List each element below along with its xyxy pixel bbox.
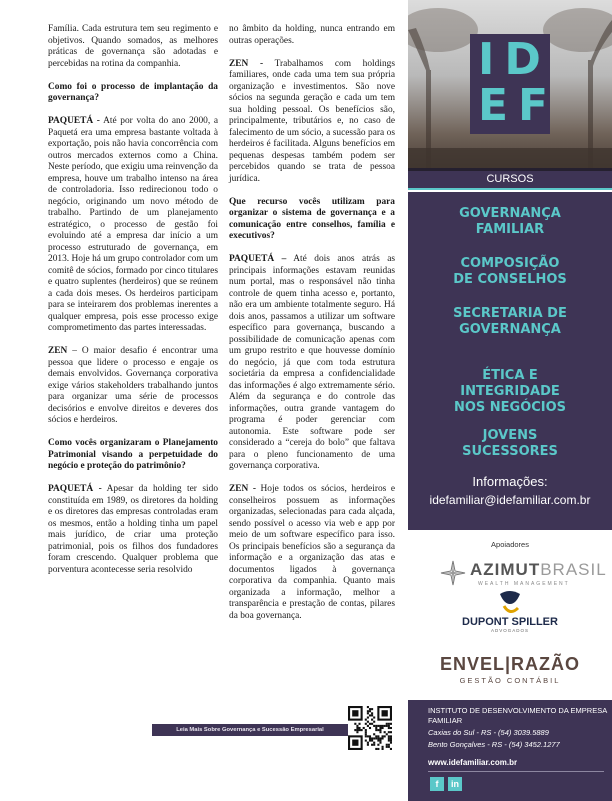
website-link[interactable]: www.idefamiliar.com.br: [428, 758, 518, 767]
linkedin-icon[interactable]: in: [448, 777, 462, 791]
course-item[interactable]: SECRETARIA DE GOVERNANÇA: [453, 306, 567, 337]
azimut-name: AZIMUTBRASIL: [470, 560, 607, 579]
answer-text: – O maior desafio é encontrar uma pessoa que lidere o processo e engaje os demais envolvidos. Governança corporativa exige vários stakeholders trabalhando juntos para organizar uma série de processos decisórios e envolve direitos e deveres dos sócios e herdeiros.: [48, 346, 218, 425]
facebook-icon[interactable]: f: [430, 777, 444, 791]
dupont-spiller-logo: [422, 590, 598, 640]
interview-question: Como foi o processo de implantação da governança?: [48, 81, 218, 103]
answer-text: Até dois anos atrás as principais informações estavam reunidas num portal, mas o responsável não tinha controle de quem tinha acesso e, portanto, não era um ambiente totalmente seguro. Há dois anos, passamos a utilizar um software específico para governança, buscando a possibilidade de comunicação apenas com um grupo restrito e que houvesse domínio do negócio, já que com toda estrutura societária da empresa a confidencialidade das informações é algo extremamente sério. Além da segurança e do controle das informações, outra grande vantagem do programa é poder gerenciar com autonomia. Este software pode ser considerado a “cereja do bolo” que faltava para o pleno funcionamento de uma governança corporativa.: [229, 254, 396, 471]
read-more-banner[interactable]: Leia Mais Sobre Governança e Sucessão Empresarial: [152, 724, 348, 736]
speaker-name: ZEN: [48, 346, 68, 356]
cursos-heading: CURSOS: [408, 168, 612, 190]
address-bento: Bento Gonçalves - RS - (54) 3452.1277: [428, 740, 560, 749]
apoiadores-label: Apoiadores: [491, 540, 529, 549]
answer-text: Apesar da holding ter sido constituída em 1989, os diretores da holding e os diretores das empresas controladas eram os mesmos, então a holding tinha um papel mais jurídico, de criar uma proteção patrimonial, pois os filhos dos fundadores foram crescendo. Qualquer problema que porventura acontecesse seria resolvido: [48, 484, 219, 575]
dupont-name: DUPONT SPILLER: [462, 616, 558, 628]
azimut-star-icon: [440, 560, 466, 586]
institute-name: INSTITUTO DE DESENVOLVIMENTO DA EMPRESA FAMILIAR: [428, 706, 607, 725]
interview-answer: [229, 254, 395, 473]
answer-text: Trabalhamos com holdings familiares, onde cada uma tem sua própria organização e investimentos. São nove sócios na segunda geração e cada um tem sua holding pessoal. Os benefícios são, principalmente, tributários e, no caso de falecimento de um sócio, a sucessão para os herdeiros é facilitada. Alguns benefícios em pequenas despesas também podem ser percebidos quando se trata de pessoa jurídica.: [229, 58, 395, 184]
logo-line-1: ID: [478, 34, 551, 85]
speaker-name: ZEN -: [229, 58, 264, 69]
info-label: Informações:: [472, 474, 548, 489]
interview-answer: [229, 59, 395, 186]
interview-answer: [48, 116, 218, 335]
speaker-name: ZEN -: [229, 484, 256, 494]
interview-answer: [48, 484, 218, 576]
idef-logo: [470, 34, 559, 134]
course-item[interactable]: GOVERNANÇA FAMILIAR: [459, 206, 561, 237]
logo-line-2: EF: [478, 80, 559, 131]
address-caxias: Caxias do Sul - RS - (54) 3039.5889: [428, 728, 549, 737]
institute-footer: [408, 700, 612, 801]
envel-tagline: GESTÃO CONTÁBIL: [459, 676, 561, 685]
article-paragraph: no âmbito da holding, nunca entrando em outras operações.: [229, 24, 395, 46]
interview-answer: [229, 484, 395, 622]
azimut-tagline: WEALTH MANAGEMENT: [478, 581, 570, 587]
interview-question: Que recurso vocês utilizam para organizar o sistema de governança e a comunicação entre conselhos, família e executivos?: [229, 196, 395, 241]
qr-code[interactable]: [348, 706, 392, 750]
envel-razao-logo: ENVEL|RAZÃO: [439, 654, 581, 674]
contact-email[interactable]: idefamiliar@idefamiliar.com.br: [429, 493, 591, 507]
course-item[interactable]: JOVENS SUCESSORES: [462, 428, 558, 459]
speaker-name: PAQUETÁ -: [48, 484, 102, 494]
dupont-emblem-icon: [496, 590, 524, 616]
answer-text: Até por volta do ano 2000, a Paquetá era uma empresa bastante voltada à exportação, pois não havia concorrência com outros mercados externos como a China. Neste período, que exigiu uma reinvenção da empresa, houve um trabalho intenso na área de controladoria. Isso redirecionou todo o negócio, originando um novo método de trabalho. Partindo de um planejamento estratégico, o processo de gestão foi evoluindo até a empresa dar início a um processo estruturado de governança, em 2013. Hoje há um grupo controlador com um comitê de sócios, formado por cinco titulares e quatro suplentes (herdeiros) que se reúnem a cada dois meses. Os herdeiros participam para se inteirarem dos problemas inerentes a qualquer empresa, pois esse processo exige comprometimento das partes interessadas.: [48, 116, 218, 333]
sidebar: [408, 0, 612, 801]
interview-question: Como vocês organizaram o Planejamento Patrimonial visando a perpetuidade do negócio e proteção do patrimônio?: [48, 438, 218, 471]
answer-text: Hoje todos os sócios, herdeiros e conselheiros possuem as informações organizadas, selecionadas para cada alçada, sendo possível o acesso via web e app por meio de um software específico para isso. Os principais benefícios são a segurança da informação e a organização das atas e documentos ligados à governança corporativa da companhia. Quanto mais organizada a informação, melhor a transparência e prestação de contas, pilares da boa governança.: [229, 484, 396, 621]
speaker-name: PAQUETÁ –: [229, 254, 287, 264]
footer-divider: [428, 771, 604, 772]
article-column-2: [229, 24, 395, 634]
sponsors-area: [408, 530, 612, 700]
course-item[interactable]: COMPOSIÇÃO DE CONSELHOS: [453, 256, 567, 287]
article-column-1: [48, 24, 218, 588]
interview-answer: [48, 346, 218, 427]
speaker-name: PAQUETÁ -: [48, 116, 100, 126]
azimut-logo: [440, 558, 607, 592]
course-list: [408, 192, 612, 530]
article-paragraph: Família. Cada estrutura tem seu regimento e objetivos. Quando somados, as melhores práticas de governança são adotadas e percebidas na rotina da companhia.: [48, 24, 218, 69]
header-photo: [408, 0, 612, 168]
course-item[interactable]: ÉTICA E INTEGRIDADE NOS NEGÓCIOS: [453, 368, 567, 415]
dupont-tagline: ADVOGADOS: [490, 628, 529, 633]
